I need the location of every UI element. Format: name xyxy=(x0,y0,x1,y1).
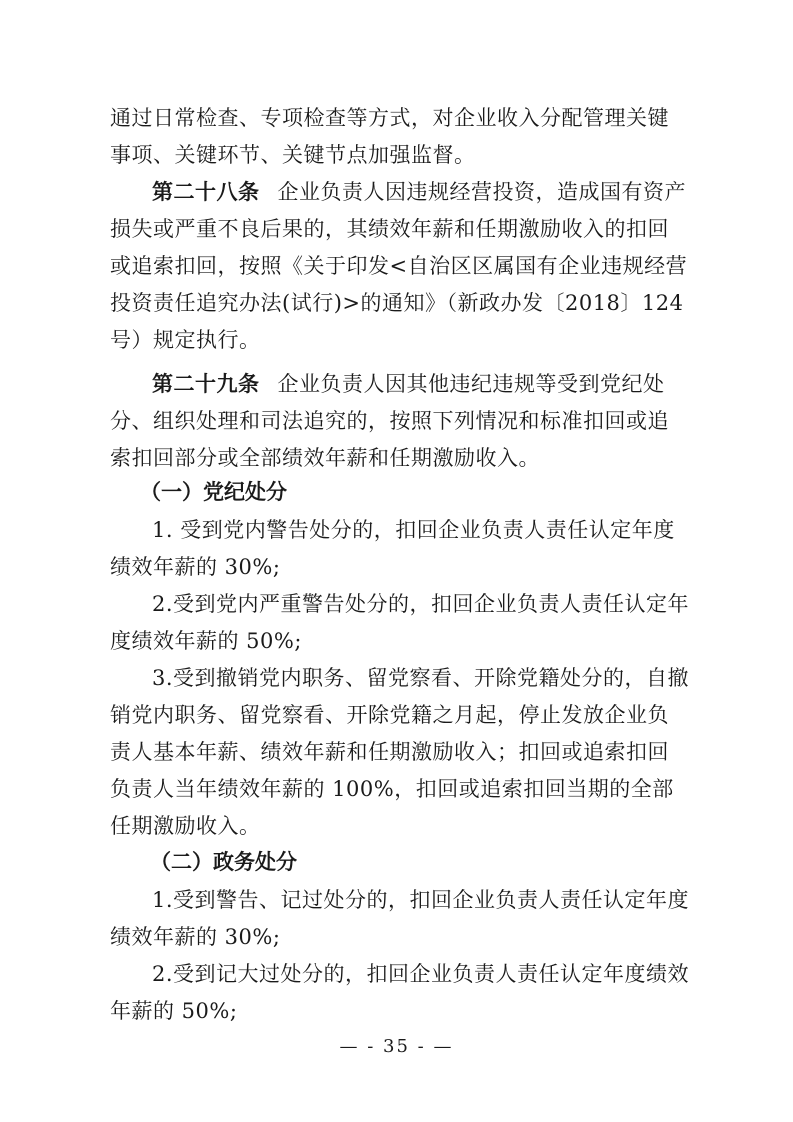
section-government-discipline-heading: （二）政务处分 xyxy=(150,850,297,874)
article-29-body: 企业负责人因其他违纪违规等受到党纪处分、组织处理和司法追究的，按照下列情况和标准扣回或追索扣回部分或全部绩效年薪和任期激励收入。 xyxy=(110,372,669,470)
party-item-2: 2.受到党内严重警告处分的，扣回企业负责人责任认定年度绩效年薪的 50%; xyxy=(110,592,690,653)
article-28-body: 企业负责人因违规经营投资，造成国有资产损失或严重不良后果的，其绩效年薪和任期激励收入的扣回或追索扣回，按照《关于印发<自治区区属国有企业违规经营投资责任追究办法(试行)>的通知》（新政办发〔2018〕124号）规定执行。 xyxy=(110,180,688,352)
gov-item-1: 1.受到警告、记过处分的，扣回企业负责人责任认定年度绩效年薪的 30%; xyxy=(110,888,690,949)
section-party-discipline-heading: （一）党纪处分 xyxy=(140,480,287,504)
article-29 xyxy=(110,366,690,477)
article-29-title: 第二十九条 xyxy=(152,372,260,396)
article-28-title: 第二十八条 xyxy=(152,180,260,204)
page-number: — - 35 - — xyxy=(339,1036,454,1057)
article-28 xyxy=(110,174,690,359)
party-item-1: 1. 受到党内警告处分的，扣回企业负责人责任认定年度绩效年薪的 30%; xyxy=(110,518,675,579)
party-item-3: 3.受到撤销党内职务、留党察看、开除党籍处分的，自撤销党内职务、留党察看、开除党籍之月起，停止发放企业负责人基本年薪、绩效年薪和任期激励收入；扣回或追索扣回负责人当年绩效年薪的 100%，扣回或追索扣回当期的全部任期激励收入。 xyxy=(110,666,690,838)
gov-item-2: 2.受到记大过处分的，扣回企业负责人责任认定年度绩效年薪的 50%; xyxy=(110,962,690,1023)
paragraph-supervision: 通过日常检查、专项检查等方式，对企业收入分配管理关键事项、关键环节、关键节点加强监督。 xyxy=(110,106,669,167)
